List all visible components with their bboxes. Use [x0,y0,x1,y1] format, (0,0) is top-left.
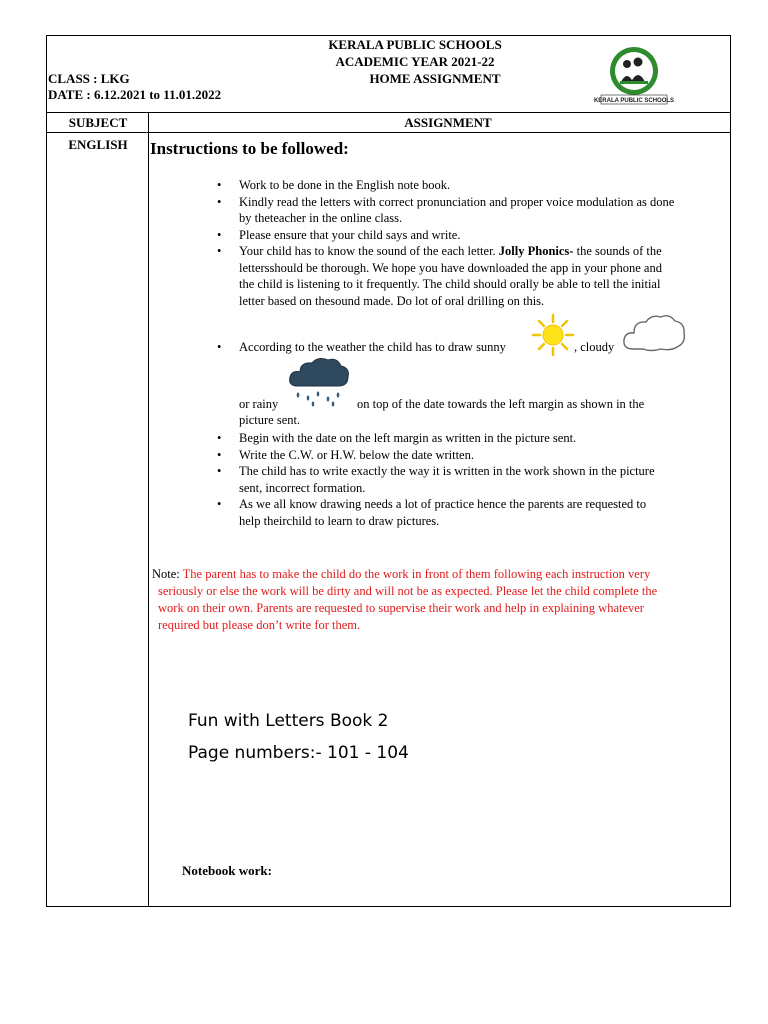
weather-text-sunny: According to the weather the child has to draw sunny [239,340,506,354]
column-divider [148,112,149,907]
list-item: • Please ensure that your child says and write. [217,227,461,242]
list-item: • Work to be done in the English note book. [217,178,451,192]
subject-column-header: SUBJECT [68,115,128,130]
rain-cloud-icon [288,356,350,408]
list-item: • As we all know drawing needs a lot of practice hence the parents are requested to help theirchild to learn to draw pictures. [217,497,647,528]
school-name: KERALA PUBLIC SCHOOLS [328,37,502,52]
assignment-column-header: ASSIGNMENT [404,115,492,130]
list-item: • Kindly read the letters with correct pronunciation and proper voice modulation as done by theteacher in the online class. [217,194,675,225]
school-logo-icon [593,44,675,106]
weather-text-picture: picture sent. [239,413,301,427]
list-item: • The child has to write exactly the way it is written in the work shown in the picture sent, incorrect formation. [217,464,655,495]
note-text: The parent has to make the child do the work in front of them following each instruction very [182,567,651,581]
assignment-title: HOME ASSIGNMENT [369,71,501,86]
note-label: Note: [152,567,183,581]
bullet-dot: • [217,340,222,354]
date-range: DATE : 6.12.2021 to 11.01.2022 [48,87,222,102]
instruction-list-continued [217,430,723,529]
instructions-title: Instructions to be followed: [150,139,349,158]
list-item: • Your child has to know the sound of the each letter. Jolly Phonics- the sounds of the lettersshould be thorough. We hope you have downloaded the app in your phone and the child is listening to it frequently. The child should orally be able to tell the initial letter based on thesound made. Do lot of oral drilling on this. [217,244,662,308]
sun-icon [531,313,575,357]
academic-year: ACADEMIC YEAR 2021-22 [335,54,495,69]
weather-text-rainy: or rainy [239,397,279,411]
book-name: Fun with Letters Book 2 [188,711,389,731]
list-item: • Write the C.W. or H.W. below the date written. [217,447,474,462]
list-item: • Begin with the date on the left margin as written in the picture sent. [217,431,577,445]
notebook-work-label: Notebook work: [182,863,272,878]
page-numbers: Page numbers:- 101 - 104 [188,743,409,763]
weather-text-position: on top of the date towards the left margin as shown in the [357,397,645,411]
class-label: CLASS : LKG [48,71,130,86]
logo-text: KERALA PUBLIC SCHOOLS [593,98,675,104]
weather-text-cloudy: , cloudy [574,340,615,354]
parent-note: Note: The parent has to make the child do the work in front of them following each instruction very seriously or else the work will be dirty and will not be as expected. Please let the child complete the work on their own. Parents are requested to supervise their work and help in explaining whatever required but please don’t write for them. [152,567,658,632]
cloud-icon [621,311,687,355]
instruction-list [217,177,723,309]
subject-english: ENGLISH [68,137,128,152]
